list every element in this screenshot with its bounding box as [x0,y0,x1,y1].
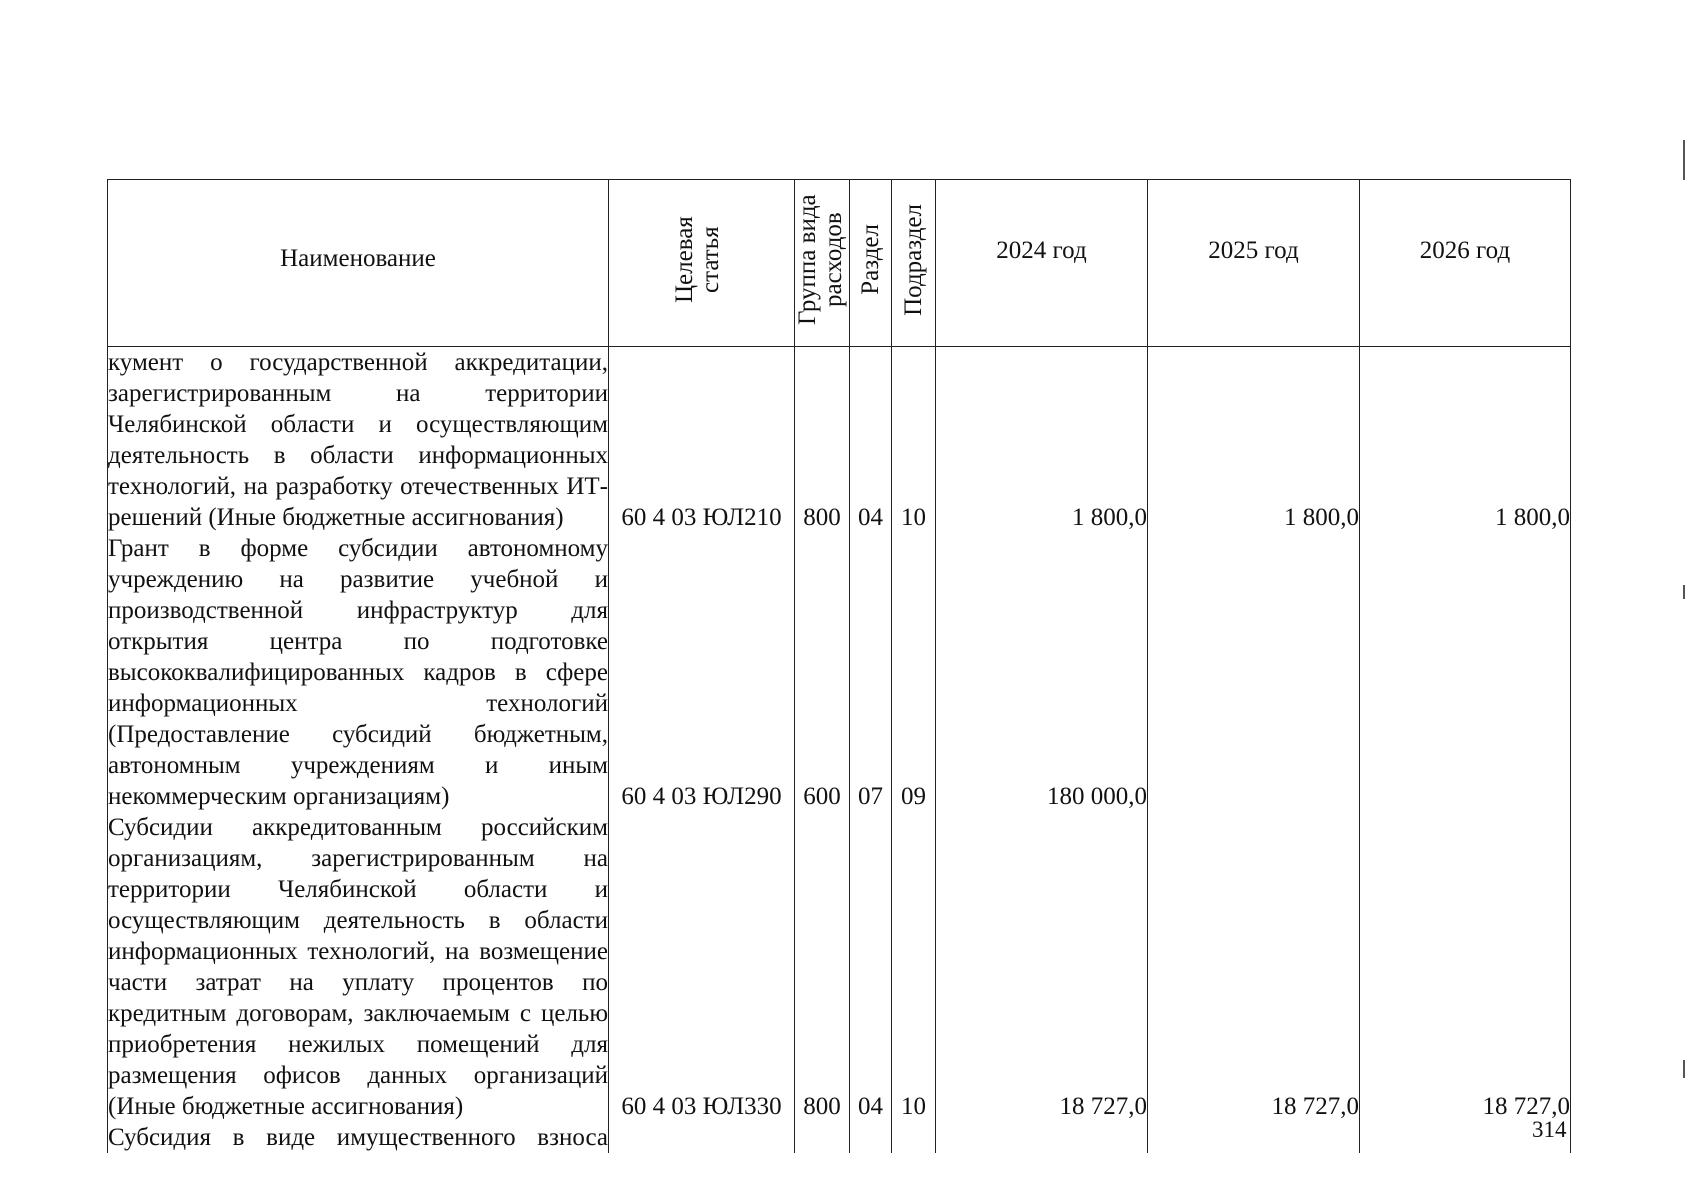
row-2026: 1 800,0 [1360,347,1571,534]
row-subsection: 09 [892,533,936,812]
row-2024 [936,1122,1148,1153]
row-target: 60 4 03 ЮЛ290 [609,533,795,812]
header-section: Раздел [850,180,892,347]
row-subsection [892,1122,936,1153]
row-target: 60 4 03 ЮЛ210 [609,347,795,534]
table-row [108,347,1571,534]
row-section: 07 [850,533,892,812]
header-2026: 2026 год [1360,180,1571,347]
row-2024: 1 800,0 [936,347,1148,534]
row-subsection: 10 [892,812,936,1122]
row-2024: 18 727,0 [936,812,1148,1122]
row-group: 600 [795,533,850,812]
table-row [108,1122,1571,1153]
row-section: 04 [850,347,892,534]
row-2024: 180 000,0 [936,533,1148,812]
row-target: 60 4 03 ЮЛ330 [609,812,795,1122]
row-2026 [1360,533,1571,812]
header-target: Целевая статья [609,180,795,347]
header-2024: 2024 год [936,180,1148,347]
row-section [850,1122,892,1153]
header-name: Наименование [108,180,609,347]
row-group: 800 [795,812,850,1122]
budget-table [107,179,1571,1153]
row-subsection: 10 [892,347,936,534]
row-section: 04 [850,812,892,1122]
row-2026: 18 727,0 [1360,812,1571,1122]
row-name: Грант в форме субсидии автономному учреждению на развитие учебной и производственной инфраструктур для открытия центра по подготовке высококвалифицированных кадров в сфере информационных технологий (Предоставление субсидий бюджетным, автономным учреждениям и иным некоммерческим организациям) [108,535,608,810]
row-2025 [1148,533,1360,812]
table-row [108,533,1571,812]
row-name: кумент о государственной аккредитации, зарегистрированным на территории Челябинской области и осуществляющим деятельность в области информационных технологий, на разработку отечественных ИТ-решений (Иные бюджетные ассигнования) [108,347,609,534]
row-2025 [1148,1122,1360,1153]
row-group [795,1122,850,1153]
row-target [609,1122,795,1153]
row-name: Субсидия в виде имущественного взноса [108,1124,608,1151]
page-number: 314 [1532,1117,1567,1142]
header-2025: 2025 год [1148,180,1360,347]
header-group: Группа вида расходов [795,180,850,347]
table-row [108,812,1571,1122]
row-name: Субсидии аккредитованным российским организациям, зарегистрированным на территории Челябинской области и осуществляющим деятельность в области информационных технологий, на возмещение части затрат на уплату процентов по кредитным договорам, заключаемым с целью приобретения нежилых помещений для размещения офисов данных организаций (Иные бюджетные ассигнования) [108,814,608,1120]
row-2025: 1 800,0 [1148,347,1360,534]
row-group: 800 [795,347,850,534]
table-header-row [108,180,1571,347]
row-2025: 18 727,0 [1148,812,1360,1122]
header-subsection: Подраздел [892,180,936,347]
